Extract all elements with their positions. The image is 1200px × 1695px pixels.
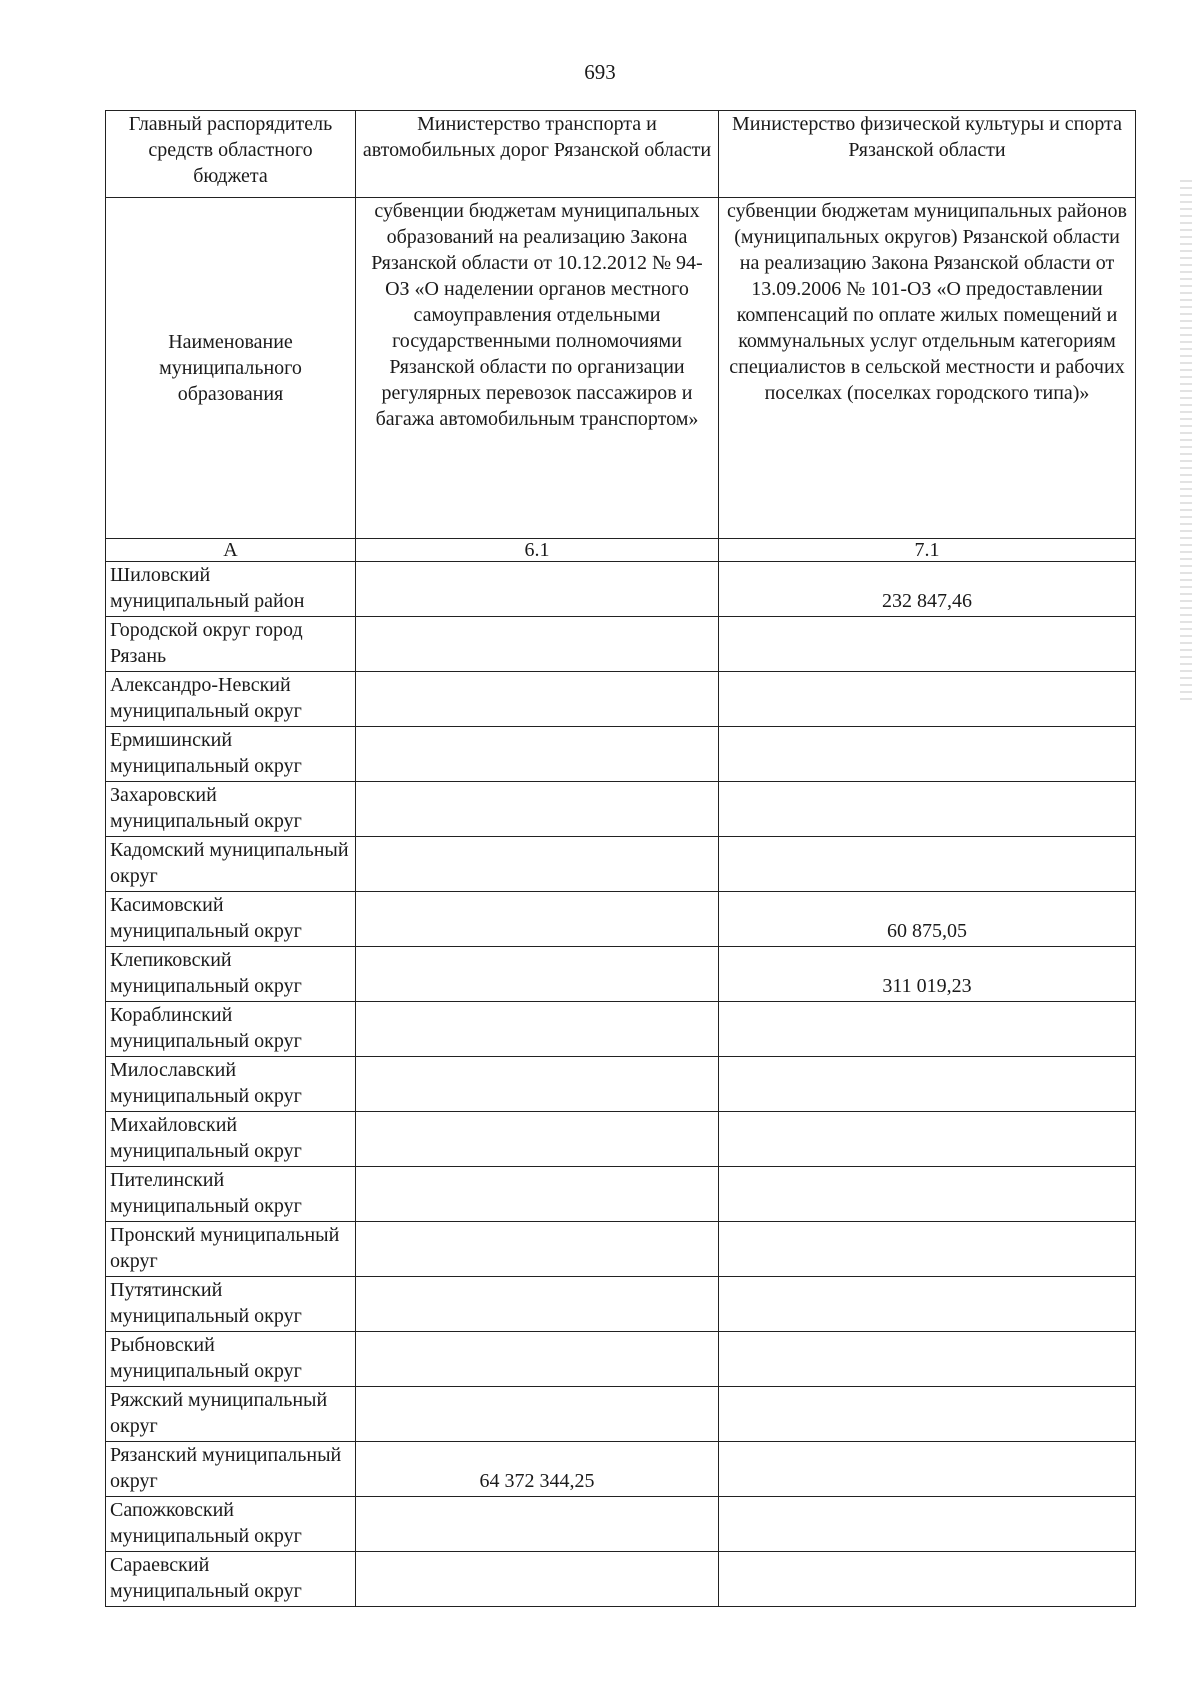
- page-number: 693: [584, 60, 616, 84]
- description-row: [106, 198, 1136, 539]
- municipality-name: Городской округ город Рязань: [106, 617, 356, 672]
- value-6-1: [356, 1167, 719, 1222]
- municipality-name: Ермишинский муниципальный округ: [106, 727, 356, 782]
- municipality-name: Кораблинский муниципальный округ: [106, 1002, 356, 1057]
- value-6-1: [356, 672, 719, 727]
- value-7-1: [719, 672, 1136, 727]
- value-7-1: [719, 1552, 1136, 1607]
- table-row: [106, 1277, 1136, 1332]
- table-row: [106, 1442, 1136, 1497]
- description-cell-6-1: субвенции бюджетам муниципальных образований на реализацию Закона Рязанской области от 10.12.2012 № 94-ОЗ «О наделении органов местного самоуправления отдельными государственными полномочиями Рязанской области по организации регулярных перевозок пассажиров и багажа автомобильным транспортом»: [356, 198, 719, 539]
- municipality-name: Сапожковский муниципальный округ: [106, 1497, 356, 1552]
- table-row: [106, 1057, 1136, 1112]
- budget-table: [105, 110, 1136, 1607]
- header-cell-7-1: Министерство физической культуры и спорта Рязанской области: [719, 111, 1136, 198]
- table-row: [106, 727, 1136, 782]
- table-row: [106, 837, 1136, 892]
- value-6-1: [356, 1332, 719, 1387]
- municipality-name: Сараевский муниципальный округ: [106, 1552, 356, 1607]
- table-row: [106, 892, 1136, 947]
- municipality-name: Александро-Невский муниципальный округ: [106, 672, 356, 727]
- value-6-1: [356, 1057, 719, 1112]
- column-index-7-1: 7.1: [719, 539, 1136, 562]
- table-row: [106, 1112, 1136, 1167]
- municipality-name: Рыбновский муниципальный округ: [106, 1332, 356, 1387]
- table-row: [106, 782, 1136, 837]
- value-7-1: 311 019,23: [719, 947, 1136, 1002]
- description-cell-7-1: субвенции бюджетам муниципальных районов (муниципальных округов) Рязанской области на реализацию Закона Рязанской области от 13.09.2006 № 101-ОЗ «О предоставлении компенсаций по оплате жилых помещений и коммунальных услуг отдельным категориям специалистов в сельской местности и рабочих поселках (поселках городского типа)»: [719, 198, 1136, 539]
- header-row: [106, 111, 1136, 198]
- value-7-1: [719, 1112, 1136, 1167]
- value-7-1: [719, 1387, 1136, 1442]
- value-7-1: [719, 1057, 1136, 1112]
- municipality-name: Пронский муниципальный округ: [106, 1222, 356, 1277]
- value-7-1: [719, 617, 1136, 672]
- municipality-name: Путятинский муниципальный округ: [106, 1277, 356, 1332]
- value-6-1: [356, 947, 719, 1002]
- description-cell-a: Наименование муниципального образования: [106, 198, 356, 539]
- municipality-name: Касимовский муниципальный округ: [106, 892, 356, 947]
- table-row: [106, 1167, 1136, 1222]
- header-cell-6-1: Министерство транспорта и автомобильных дорог Рязанской области: [356, 111, 719, 198]
- value-6-1: [356, 892, 719, 947]
- table-row: [106, 1552, 1136, 1607]
- table-row: [106, 562, 1136, 617]
- value-7-1: [719, 1442, 1136, 1497]
- municipality-name: Ряжский муниципальный округ: [106, 1387, 356, 1442]
- value-6-1: [356, 1112, 719, 1167]
- scan-margin-marks: [1180, 180, 1192, 700]
- table-row: [106, 617, 1136, 672]
- column-index-a: А: [106, 539, 356, 562]
- value-7-1: [719, 1222, 1136, 1277]
- value-6-1: [356, 1387, 719, 1442]
- value-6-1: [356, 562, 719, 617]
- value-6-1: [356, 1277, 719, 1332]
- table-row: [106, 1332, 1136, 1387]
- municipality-name: Шиловский муниципальный район: [106, 562, 356, 617]
- value-6-1: [356, 1552, 719, 1607]
- municipality-name: Клепиковский муниципальный округ: [106, 947, 356, 1002]
- table-row: [106, 1497, 1136, 1552]
- value-6-1: [356, 727, 719, 782]
- value-6-1: [356, 1222, 719, 1277]
- table-row: [106, 947, 1136, 1002]
- value-7-1: 60 875,05: [719, 892, 1136, 947]
- municipality-name: Милославский муниципальный округ: [106, 1057, 356, 1112]
- table-row: [106, 672, 1136, 727]
- value-7-1: [719, 782, 1136, 837]
- municipality-name: Михайловский муниципальный округ: [106, 1112, 356, 1167]
- column-index-6-1: 6.1: [356, 539, 719, 562]
- municipality-name: Пителинский муниципальный округ: [106, 1167, 356, 1222]
- table-row: [106, 1222, 1136, 1277]
- value-7-1: [719, 1497, 1136, 1552]
- column-index-row: [106, 539, 1136, 562]
- value-7-1: [719, 1167, 1136, 1222]
- table-row: [106, 1002, 1136, 1057]
- value-7-1: [719, 1002, 1136, 1057]
- municipality-name: Кадомский муниципальный округ: [106, 837, 356, 892]
- municipality-name: Захаровский муниципальный округ: [106, 782, 356, 837]
- value-7-1: [719, 1277, 1136, 1332]
- value-7-1: [719, 837, 1136, 892]
- value-6-1: [356, 837, 719, 892]
- value-6-1: [356, 617, 719, 672]
- value-6-1: 64 372 344,25: [356, 1442, 719, 1497]
- header-cell-a: Главный распорядитель средств областного бюджета: [106, 111, 356, 198]
- value-6-1: [356, 782, 719, 837]
- table-row: [106, 1387, 1136, 1442]
- value-6-1: [356, 1497, 719, 1552]
- municipality-name: Рязанский муниципальный округ: [106, 1442, 356, 1497]
- value-7-1: [719, 1332, 1136, 1387]
- value-7-1: 232 847,46: [719, 562, 1136, 617]
- value-6-1: [356, 1002, 719, 1057]
- value-7-1: [719, 727, 1136, 782]
